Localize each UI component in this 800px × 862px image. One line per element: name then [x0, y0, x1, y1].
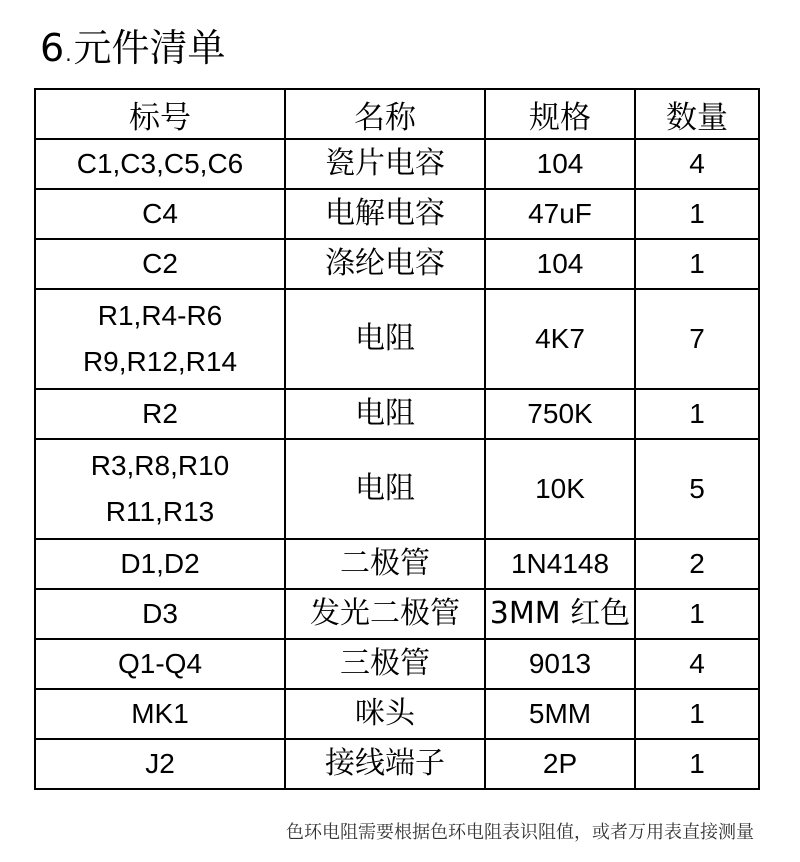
cell-spec: 104	[485, 139, 635, 189]
cell-qty: 1	[635, 389, 759, 439]
cell-name: 咪头	[285, 689, 485, 739]
cell-qty: 1	[635, 689, 759, 739]
cell-spec: 1N4148	[485, 539, 635, 589]
table-row	[35, 639, 759, 689]
section-title-text: 元件清单	[73, 26, 226, 70]
cell-qty: 5	[635, 439, 759, 539]
section-dot: .	[65, 42, 72, 66]
section-number: 6	[40, 26, 65, 70]
cell-ref	[35, 439, 285, 539]
cell-name: 瓷片电容	[285, 139, 485, 189]
cell-spec: 4K7	[485, 289, 635, 389]
footnote: 色环电阻需要根据色环电阻表识阻值，或者万用表直接测量	[286, 822, 754, 843]
cell-ref: D3	[35, 589, 285, 639]
table-row	[35, 539, 759, 589]
table-row	[35, 589, 759, 639]
table-row	[35, 239, 759, 289]
cell-spec: 2P	[485, 739, 635, 789]
table-header-row	[35, 89, 759, 139]
header-ref: 标号	[35, 89, 285, 139]
cell-qty: 1	[635, 239, 759, 289]
cell-ref-line-2: R9,R12,R14	[82, 346, 238, 377]
cell-ref: D1,D2	[35, 539, 285, 589]
cell-spec: 47uF	[485, 189, 635, 239]
cell-qty: 4	[635, 139, 759, 189]
table-row	[35, 289, 759, 389]
cell-name: 电阻	[285, 439, 485, 539]
cell-name: 发光二极管	[285, 589, 485, 639]
cell-name: 接线端子	[285, 739, 485, 789]
cell-ref-line-1: R1,R4-R6	[97, 300, 223, 331]
header-spec: 规格	[485, 89, 635, 139]
cell-ref-line-1: R3,R8,R10	[90, 450, 230, 481]
cell-qty: 4	[635, 639, 759, 689]
table-row	[35, 139, 759, 189]
cell-ref: J2	[35, 739, 285, 789]
cell-qty: 1	[635, 739, 759, 789]
component-list-table	[34, 88, 760, 790]
table-row	[35, 739, 759, 789]
table-row	[35, 189, 759, 239]
cell-name: 电解电容	[285, 189, 485, 239]
cell-spec: 5MM	[485, 689, 635, 739]
cell-spec: 3MM 红色	[485, 589, 635, 639]
cell-qty: 2	[635, 539, 759, 589]
page-title	[40, 20, 226, 82]
header-name: 名称	[285, 89, 485, 139]
cell-spec: 10K	[485, 439, 635, 539]
cell-spec: 9013	[485, 639, 635, 689]
cell-qty: 1	[635, 189, 759, 239]
cell-qty: 7	[635, 289, 759, 389]
cell-ref: R2	[35, 389, 285, 439]
header-qty: 数量	[635, 89, 759, 139]
cell-name: 电阻	[285, 289, 485, 389]
cell-name: 涤纶电容	[285, 239, 485, 289]
cell-ref: C1,C3,C5,C6	[35, 139, 285, 189]
cell-ref	[35, 289, 285, 389]
cell-ref: Q1-Q4	[35, 639, 285, 689]
cell-ref: C2	[35, 239, 285, 289]
cell-name: 三极管	[285, 639, 485, 689]
cell-name: 二极管	[285, 539, 485, 589]
cell-ref: MK1	[35, 689, 285, 739]
cell-spec: 750K	[485, 389, 635, 439]
cell-ref-line-2: R11,R13	[105, 496, 215, 527]
table-row	[35, 689, 759, 739]
cell-ref: C4	[35, 189, 285, 239]
cell-name: 电阻	[285, 389, 485, 439]
table-row	[35, 389, 759, 439]
table-row	[35, 439, 759, 539]
cell-spec: 104	[485, 239, 635, 289]
cell-qty: 1	[635, 589, 759, 639]
